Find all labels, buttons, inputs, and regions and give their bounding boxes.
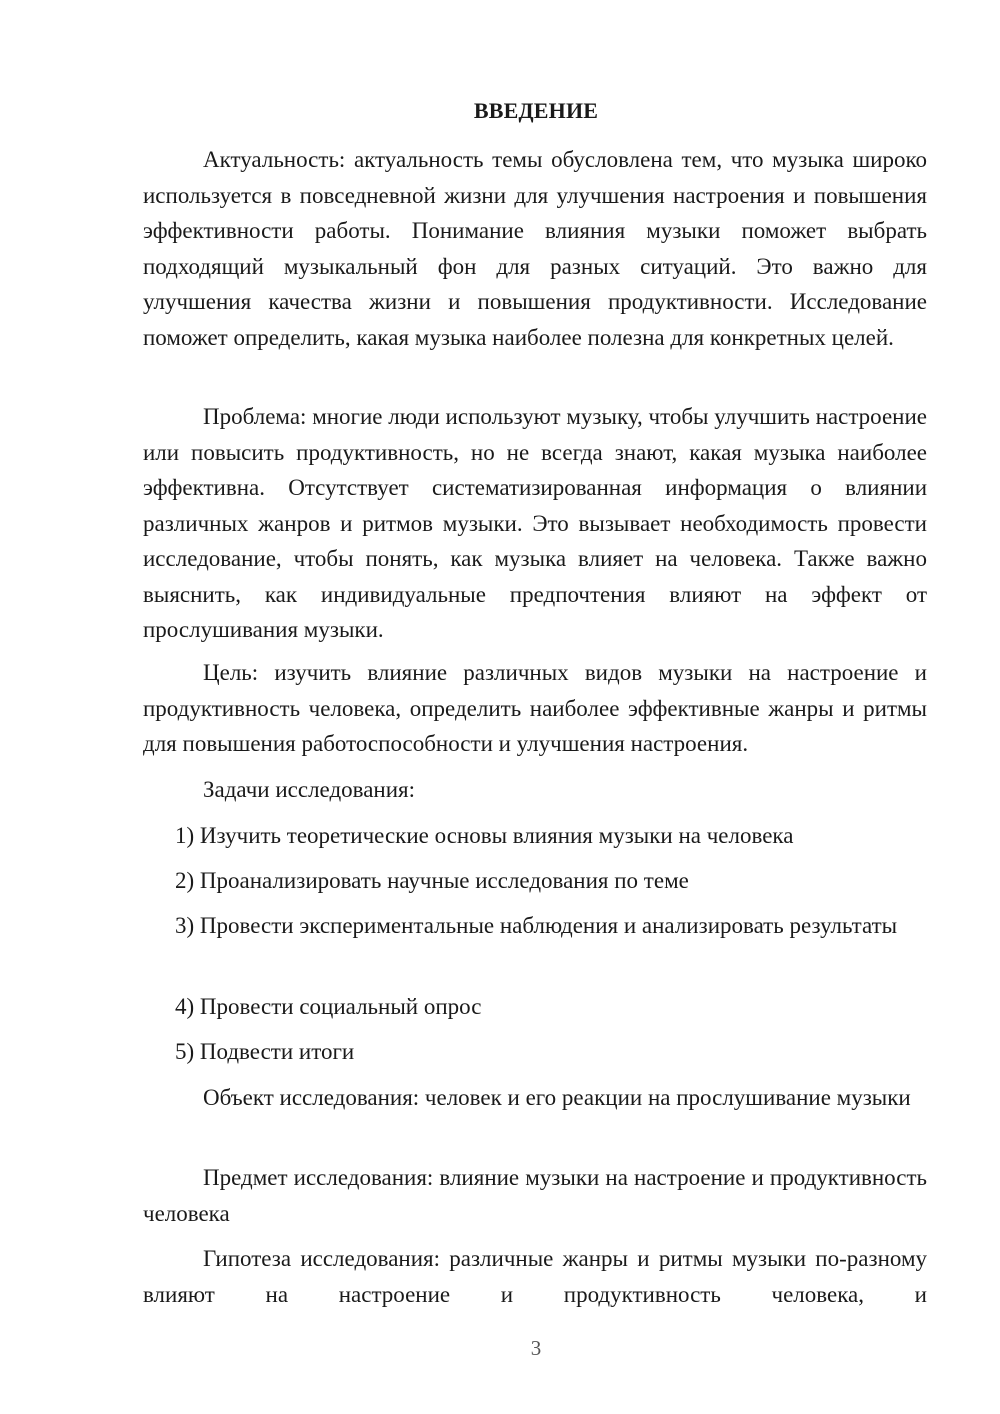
paragraph-hypothesis: Гипотеза исследования: различные жанры и ритмы музыки по-разному влияют на настроение и продуктивность человека, и [143,1246,927,1307]
paragraph-object: Объект исследования: человек и его реакции на прослушивание музыки [203,1085,911,1110]
page-title: ВВЕДЕНИЕ [473,98,599,123]
paragraph-relevance: Актуальность: актуальность темы обусловлена тем, что музыка широко используется в повседневной жизни для улучшения настроения и повышения эффективности работы. Понимание влияния музыки поможет выбрать подходящий музыкальный фон для разных ситуаций. Это важно для улучшения качества жизни и повышения продуктивности. Исследование поможет определить, какая музыка наиболее полезна для конкретных целей. [143,147,927,350]
task-item: 5) Подвести итоги [175,1039,355,1064]
paragraph-problem: Проблема: многие люди используют музыку, чтобы улучшить настроение или повысить продуктивность, но не всегда знают, какая музыка наиболее эффективна. Отсутствует систематизированная информация о влиянии различных жанров и ритмов музыки. Это вызывает необходимость провести исследование, чтобы понять, как музыка влияет на человека. Также важно выяснить, как индивидуальные предпочтения влияют на эффект от прослушивания музыки. [143,404,927,642]
task-item: 3) Провести экспериментальные наблюдения и анализировать результаты [175,913,898,938]
task-item: 4) Провести социальный опрос [175,994,482,1019]
paragraph-goal: Цель: изучить влияние различных видов музыки на настроение и продуктивность человека, определить наиболее эффективные жанры и ритмы для повышения работоспособности и улучшения настроения. [143,660,927,756]
page-number: 3 [530,1336,542,1360]
paragraph-subject: Предмет исследования: влияние музыки на настроение и продуктивность человека [143,1165,927,1226]
task-item: 2) Проанализировать научные исследования по теме [175,868,689,893]
tasks-heading: Задачи исследования: [203,777,416,802]
task-item: 1) Изучить теоретические основы влияния музыки на человека [175,823,794,848]
